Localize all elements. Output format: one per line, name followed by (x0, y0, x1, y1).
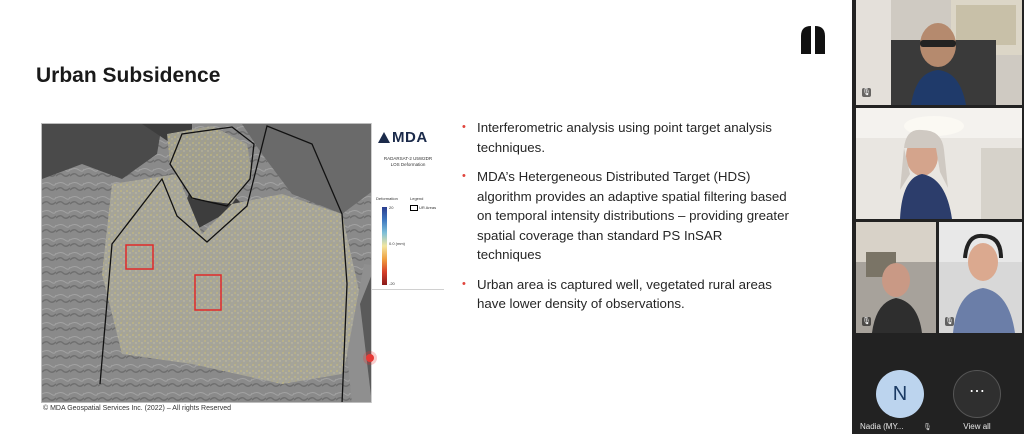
mic-icon: 🎙 (862, 89, 871, 96)
legend-divider (372, 289, 444, 290)
mic-icon: 🎙 (945, 318, 954, 325)
legend-box-label: UR Areas (419, 205, 437, 210)
mic-icon: 🎙 (862, 318, 871, 325)
copyright-notice: © MDA Geospatial Services Inc. (2022) – All rights Reserved (43, 405, 232, 412)
legend-subtitle-line2: LOS Deformation (390, 162, 426, 167)
deformation-label: Deformation (376, 196, 398, 201)
participant-name: Nadia (MY... (860, 422, 904, 431)
slide-title: Urban Subsidence (36, 64, 221, 87)
view-all-label: View all (963, 422, 991, 431)
participant-video (856, 0, 1022, 105)
view-all-button[interactable]: ⋯ (953, 370, 1001, 418)
colorbar-top-value: 20 (389, 205, 394, 210)
participant-video-tile[interactable] (856, 0, 1022, 105)
participant-video-tile[interactable] (939, 222, 1022, 333)
participant-video-tile[interactable] (856, 222, 936, 333)
muted-mic-icon: 🎙 (923, 424, 932, 431)
legend-subtitle-line1: RADARSAT-2 U5W2DR (383, 156, 433, 161)
mda-logo-icon (378, 132, 390, 143)
colorbar-mid-value: 0.0 (mm) (389, 241, 405, 246)
participant-video (856, 108, 1022, 219)
mda-brand-logo: MDA (378, 129, 428, 146)
bullet-item: • Interferometric analysis using point target analysis techniques. (460, 118, 790, 157)
laser-pointer-icon (366, 354, 374, 362)
map-legend (371, 123, 443, 403)
participant-avatar[interactable]: N (876, 370, 924, 418)
presenter-logo-icon (799, 24, 827, 54)
bullet-list (460, 118, 790, 324)
legend-outline-swatch (410, 205, 418, 211)
bullet-item: • MDA’s Hetergeneous Distributed Target (HDS) algorithm provides an adaptive spatial filtering based on temporal intensity distributions – providing greater spatial coverage than standard PS InSAR techniques (460, 167, 790, 265)
colorbar-bottom-value: -20 (389, 281, 395, 286)
participant-video-tile[interactable] (856, 108, 1022, 219)
deformation-colorbar (382, 207, 387, 285)
bullet-item: • Urban area is captured well, vegetated rural areas have lower density of observations. (460, 275, 790, 314)
legend-label: Legend (410, 196, 424, 201)
